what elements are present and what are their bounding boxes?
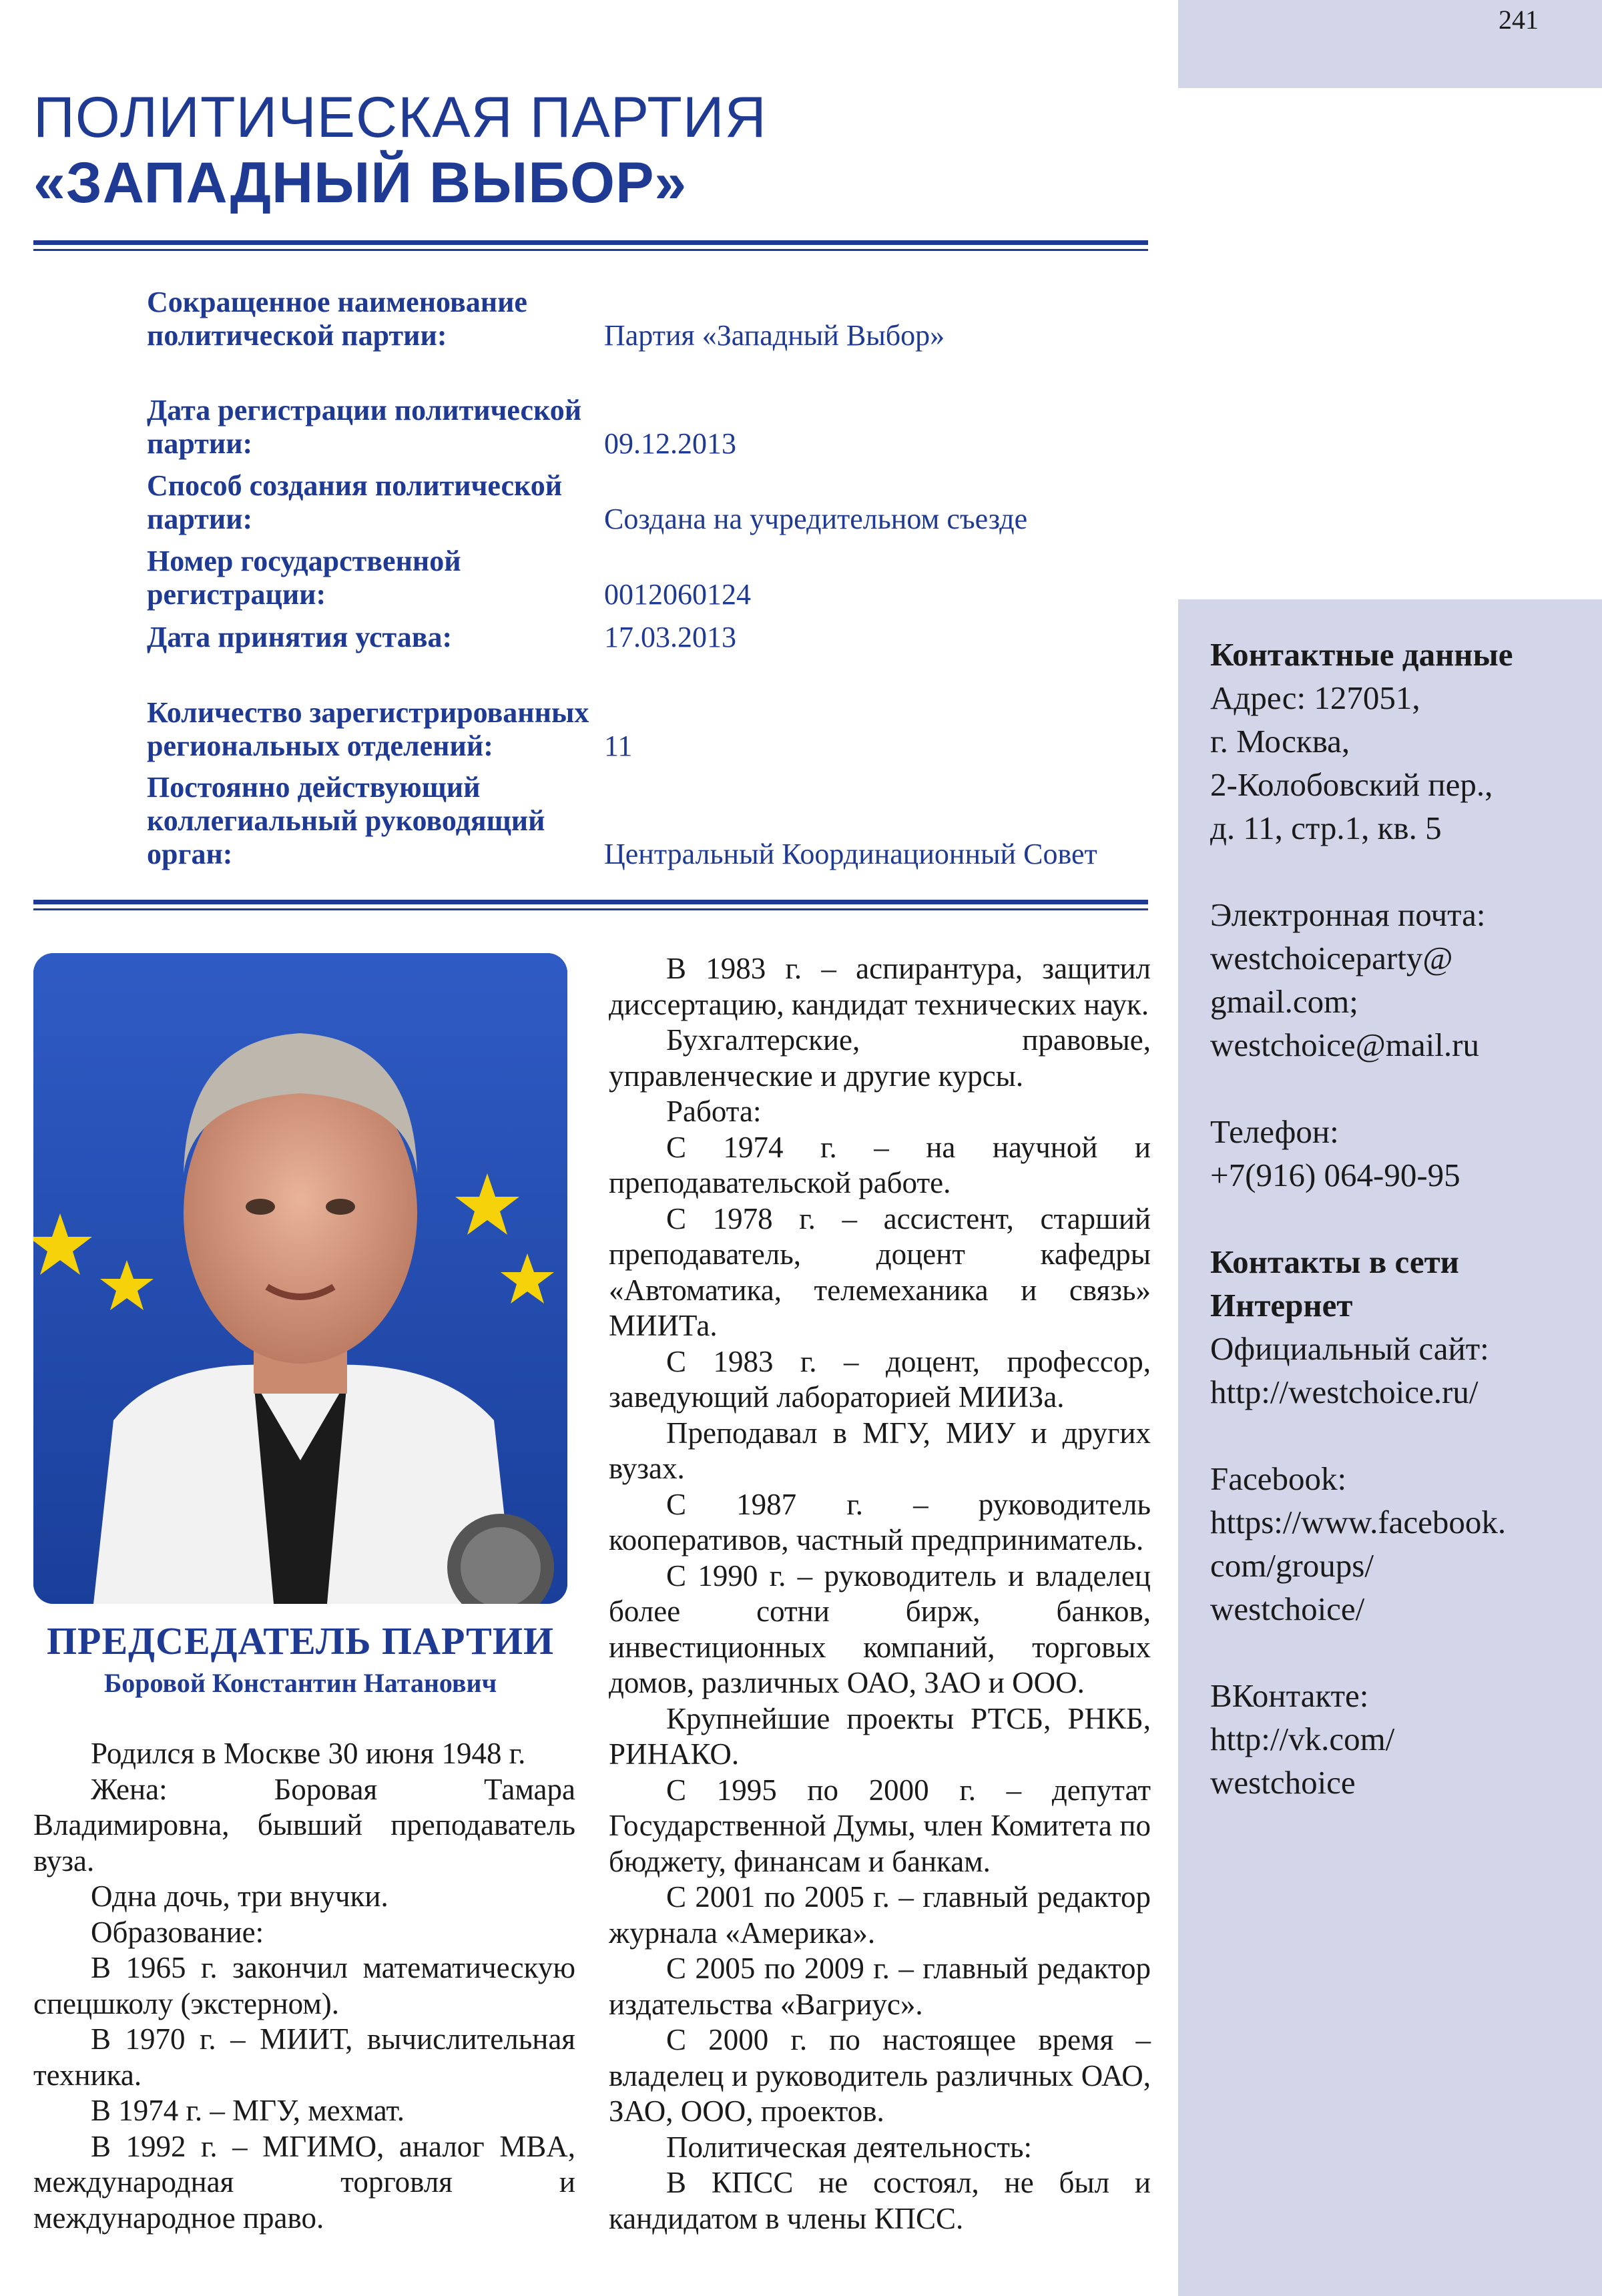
bio-paragraph: С 1978 г. – ассистент, старший преподаватель, доцент кафедры «Автоматика, телемеханика и связь» МИИТа. <box>609 1201 1151 1342</box>
bio-paragraph: Работа: <box>666 1095 762 1128</box>
address-line: 2-Колобовский пер., <box>1210 766 1493 803</box>
info-label: Способ создания политической партии: <box>147 469 563 535</box>
bio-paragraph: С 2000 г. по настоящее время – владелец и руководитель различных ОАО, ЗАО, ООО, проектов. <box>609 2023 1151 2128</box>
phone-label: Телефон: <box>1210 1113 1339 1150</box>
bio-paragraph: С 2005 по 2009 г. – главный редактор издательства «Вагриус». <box>609 1952 1151 2021</box>
bio-paragraph: Жена: Боровая Тамара Владимировна, бывший преподаватель вуза. <box>33 1772 575 1878</box>
title-divider-thick <box>33 240 1148 245</box>
contacts-facebook-block <box>1210 1457 1584 1631</box>
contacts-heading: Контактные данные <box>1210 636 1513 673</box>
page-title <box>33 85 767 216</box>
info-label: Количество зарегистрированных региональных отделений: <box>147 696 589 762</box>
info-value: Создана на учредительном съезде <box>604 503 1028 535</box>
section-divider-thick <box>33 900 1148 904</box>
internet-heading: Интернет <box>1210 1287 1353 1324</box>
bio-paragraph: С 2001 по 2005 г. – главный редактор журнала «Америка». <box>609 1880 1151 1950</box>
title-divider-thin <box>33 249 1148 251</box>
address-line: д. 11, стр.1, кв. 5 <box>1210 810 1442 846</box>
title-line-1: ПОЛИТИЧЕСКАЯ ПАРТИЯ <box>33 85 767 150</box>
email-label: Электронная почта: <box>1210 896 1486 933</box>
bio-paragraph: В 1965 г. закончил математическую спецшколу (экстерном). <box>33 1951 575 2020</box>
phone-number: +7(916) 064-90-95 <box>1210 1157 1460 1193</box>
contacts-email-block <box>1210 893 1584 1067</box>
facebook-link[interactable]: https://www.facebook. <box>1210 1504 1507 1540</box>
bio-paragraph: Бухгалтерские, правовые, управленческие и другие курсы. <box>609 1023 1151 1093</box>
contacts-address-block <box>1210 633 1584 850</box>
website-link[interactable]: http://westchoice.ru/ <box>1210 1374 1479 1410</box>
bio-paragraph: Родился в Москве 30 июня 1948 г. <box>91 1737 526 1770</box>
biography-left-column <box>33 1736 575 2236</box>
bio-paragraph: Образование: <box>91 1915 264 1949</box>
internet-heading: Контакты в сети <box>1210 1243 1459 1280</box>
facebook-label: Facebook: <box>1210 1460 1347 1497</box>
website-label: Официальный сайт: <box>1210 1330 1489 1367</box>
bio-paragraph: В КПСС не состоял, не был и кандидатом в члены КПСС. <box>609 2166 1151 2235</box>
info-row <box>147 663 1148 763</box>
vk-link[interactable]: http://vk.com/ <box>1210 1721 1395 1757</box>
chairman-photo <box>33 953 567 1604</box>
info-row <box>147 286 1148 352</box>
info-value: 11 <box>604 730 633 762</box>
section-divider-thin <box>33 908 1148 910</box>
info-value: Партия «Западный Выбор» <box>604 319 945 352</box>
info-value: Центральный Координационный Совет <box>604 838 1097 870</box>
biography-right-column <box>609 951 1151 2237</box>
address-line: Адрес: 127051, <box>1210 679 1420 716</box>
bio-paragraph: Крупнейшие проекты РТСБ, РНКБ, РИНАКО. <box>609 1701 1151 1771</box>
contacts-internet-block <box>1210 1240 1584 1414</box>
bio-paragraph: С 1987 г. – руководитель кооперативов, частный предприниматель. <box>609 1487 1151 1556</box>
bio-paragraph: В 1983 г. – аспирантура, защитил диссертацию, кандидат технических наук. <box>609 952 1151 1021</box>
info-row <box>147 469 1148 536</box>
contacts-phone-block <box>1210 1110 1584 1197</box>
info-value: 09.12.2013 <box>604 427 736 460</box>
info-label: Дата принятия устава: <box>147 621 453 653</box>
chairman-name: Боровой Константин Натанович <box>103 1668 497 1698</box>
bio-paragraph: С 1990 г. – руководитель и владелец более сотни бирж, банков, инвестиционных компаний, торговых домов, различных ОАО, ЗАО и ООО. <box>609 1558 1151 1699</box>
bio-paragraph: С 1995 по 2000 г. – депутат Государственной Думы, член Комитета по бюджету, финансам и банкам. <box>609 1773 1151 1878</box>
info-value: 17.03.2013 <box>604 621 736 653</box>
contacts-vk-block <box>1210 1674 1584 1804</box>
chairman-title: ПРЕДСЕДАТЕЛЬ ПАРТИИ <box>46 1619 555 1663</box>
email-link[interactable]: westchoiceparty@ <box>1210 940 1453 976</box>
email-link[interactable]: westchoice@mail.ru <box>1210 1027 1479 1063</box>
title-line-2: «ЗАПАДНЫЙ ВЫБОР» <box>33 151 688 215</box>
address-line: г. Москва, <box>1210 723 1350 760</box>
bio-paragraph: С 1983 г. – доцент, профессор, заведующий лабораторией МИИЗа. <box>609 1344 1151 1414</box>
bio-paragraph: В 1974 г. – МГУ, мехмат. <box>91 2094 405 2127</box>
facebook-link[interactable]: com/groups/ <box>1210 1547 1374 1584</box>
info-label: Сокращенное наименование политической партии: <box>147 286 527 352</box>
info-label: Номер государственной регистрации: <box>147 545 461 611</box>
info-value: 0012060124 <box>604 578 751 611</box>
bio-paragraph: В 1970 г. – МИИТ, вычислительная техника. <box>33 2022 575 2092</box>
contacts-sidebar <box>1178 599 1602 2296</box>
info-label: Дата регистрации политической партии: <box>147 394 582 460</box>
info-label: Постоянно действующий коллегиальный руководящий орган: <box>147 771 545 870</box>
vk-label: ВКонтакте: <box>1210 1677 1369 1714</box>
bio-paragraph: В 1992 г. – МГИМО, аналог MBA, международная торговля и международное право. <box>33 2129 575 2235</box>
bio-paragraph: С 1974 г. – на научной и преподавательской работе. <box>609 1130 1151 1199</box>
facebook-link[interactable]: westchoice/ <box>1210 1591 1365 1627</box>
info-row <box>147 771 1148 871</box>
bio-paragraph: Политическая деятельность: <box>666 2130 1033 2164</box>
info-row <box>147 545 1148 611</box>
info-row <box>147 394 1148 461</box>
page-number: 241 <box>1499 5 1539 35</box>
bio-paragraph: Одна дочь, три внучки. <box>91 1880 388 1913</box>
email-link[interactable]: gmail.com; <box>1210 983 1358 1020</box>
vk-link[interactable]: westchoice <box>1210 1764 1356 1801</box>
info-row <box>147 621 1148 654</box>
bio-paragraph: Преподавал в МГУ, МИУ и других вузах. <box>609 1416 1151 1485</box>
